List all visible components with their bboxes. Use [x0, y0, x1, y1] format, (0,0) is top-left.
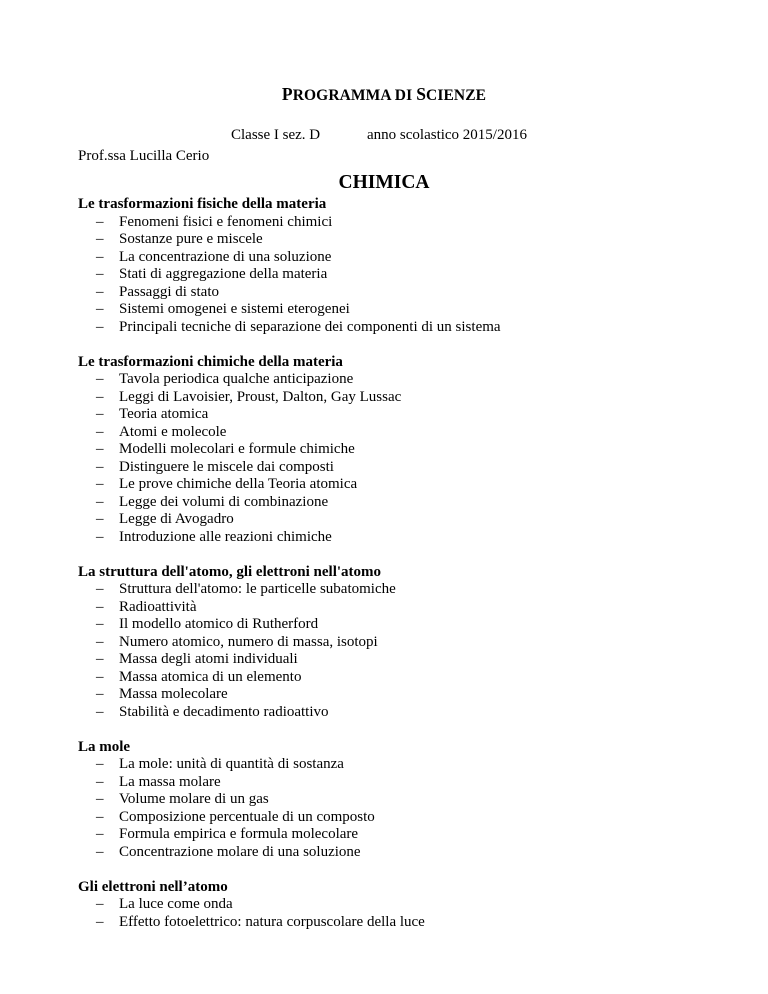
- list-item: [78, 774, 728, 792]
- dash-bullet: –: [96, 371, 104, 387]
- dash-bullet: –: [96, 913, 104, 930]
- section-title: La mole: [78, 738, 131, 755]
- list-item: [78, 826, 728, 844]
- list-item-text: Le prove chimiche della Teoria atomica: [119, 476, 358, 492]
- list-item: [78, 231, 728, 249]
- dash-bullet: –: [96, 703, 104, 720]
- list-item-text: Stati di aggregazione della materia: [119, 266, 328, 282]
- list-item-text: Fenomeni fisici e fenomeni chimici: [119, 213, 333, 230]
- dash-bullet: –: [96, 651, 104, 667]
- list-item: [78, 406, 728, 424]
- list-item-text: Massa molecolare: [119, 686, 228, 702]
- dash-bullet: –: [96, 528, 104, 545]
- section-title: Le trasformazioni fisiche della materia: [78, 196, 327, 212]
- dash-bullet: –: [96, 616, 104, 632]
- list-item-text: La mole: unità di quantità di sostanza: [119, 756, 344, 772]
- title-part-rogramma: ROGRAMMA DI: [292, 87, 417, 104]
- dash-bullet: –: [96, 441, 104, 457]
- dash-bullet: –: [96, 248, 104, 265]
- section-title: Gli elettroni nell’atomo: [78, 878, 228, 895]
- list-item: [78, 441, 728, 459]
- dash-bullet: –: [96, 773, 104, 790]
- list-item-text: Radioattività: [119, 598, 197, 615]
- teacher-name: Prof.ssa Lucilla Cerio: [78, 148, 210, 164]
- document-title: [0, 84, 768, 105]
- list-item: [78, 651, 728, 669]
- list-item: [78, 301, 728, 319]
- list-item-text: Teoria atomica: [119, 406, 209, 422]
- list-item-text: Massa degli atomi individuali: [119, 651, 298, 667]
- dash-bullet: –: [96, 808, 104, 825]
- list-item-text: Introduzione alle reazioni chimiche: [119, 528, 332, 545]
- list-item: [78, 476, 728, 494]
- dash-bullet: –: [96, 231, 104, 247]
- dash-bullet: –: [96, 581, 104, 597]
- dash-bullet: –: [96, 598, 104, 615]
- dash-bullet: –: [96, 266, 104, 282]
- list-item: [78, 319, 728, 337]
- dash-bullet: –: [96, 423, 104, 440]
- list-item: [78, 494, 728, 512]
- list-item-text: Passaggi di stato: [119, 283, 219, 300]
- topic-list: [78, 581, 728, 721]
- list-item: [78, 844, 728, 862]
- list-item: [78, 581, 728, 599]
- dash-bullet: –: [96, 511, 104, 527]
- dash-bullet: –: [96, 406, 104, 422]
- list-item: [78, 284, 728, 302]
- list-item-text: La luce come onda: [119, 896, 233, 912]
- dash-bullet: –: [96, 283, 104, 300]
- list-item: [78, 756, 728, 774]
- dash-bullet: –: [96, 791, 104, 807]
- list-item-text: Legge dei volumi di combinazione: [119, 493, 329, 510]
- syllabus-section: [78, 354, 728, 547]
- list-item: [78, 371, 728, 389]
- list-item-text: Formula empirica e formula molecolare: [119, 826, 359, 842]
- list-item-text: La concentrazione di una soluzione: [119, 248, 332, 265]
- list-item-text: Sostanze pure e miscele: [119, 231, 263, 247]
- list-item: [78, 704, 728, 722]
- syllabus-content: [78, 196, 728, 949]
- list-item-text: Composizione percentuale di un composto: [119, 808, 375, 825]
- list-item: [78, 389, 728, 407]
- list-item: [78, 634, 728, 652]
- dash-bullet: –: [96, 318, 104, 335]
- list-item: [78, 599, 728, 617]
- topic-list: [78, 214, 728, 337]
- dash-bullet: –: [96, 301, 104, 317]
- dash-bullet: –: [96, 896, 104, 912]
- dash-bullet: –: [96, 476, 104, 492]
- dash-bullet: –: [96, 213, 104, 230]
- syllabus-section: [78, 564, 728, 722]
- list-item-text: Principali tecniche di separazione dei componenti di un sistema: [119, 318, 501, 335]
- dash-bullet: –: [96, 686, 104, 702]
- list-item: [78, 896, 728, 914]
- syllabus-section: [78, 739, 728, 862]
- class-label: Classe I sez. D: [231, 127, 321, 143]
- dash-bullet: –: [96, 843, 104, 860]
- topic-list: [78, 371, 728, 546]
- school-year-label: anno scolastico 2015/2016: [367, 127, 527, 143]
- topic-list: [78, 756, 728, 861]
- list-item-text: Massa atomica di un elemento: [119, 668, 302, 685]
- dash-bullet: –: [96, 756, 104, 772]
- list-item-text: Numero atomico, numero di massa, isotopi: [119, 633, 378, 650]
- topic-list: [78, 896, 728, 931]
- list-item-text: La massa molare: [119, 773, 221, 790]
- list-item-text: Concentrazione molare di una soluzione: [119, 843, 361, 860]
- list-item: [78, 424, 728, 442]
- list-item-text: Struttura dell'atomo: le particelle subatomiche: [119, 581, 396, 597]
- list-item-text: Stabilità e decadimento radioattivo: [119, 703, 329, 720]
- section-title: Le trasformazioni chimiche della materia: [78, 353, 343, 370]
- list-item: [78, 266, 728, 284]
- list-item-text: Effetto fotoelettrico: natura corpuscolare della luce: [119, 913, 425, 930]
- list-item: [78, 791, 728, 809]
- list-item-text: Legge di Avogadro: [119, 511, 234, 527]
- dash-bullet: –: [96, 826, 104, 842]
- syllabus-section: [78, 196, 728, 336]
- list-item: [78, 809, 728, 827]
- list-item: [78, 686, 728, 704]
- list-item: [78, 249, 728, 267]
- list-item-text: Volume molare di un gas: [119, 791, 269, 807]
- list-item: [78, 914, 728, 932]
- list-item: [78, 529, 728, 547]
- list-item: [78, 511, 728, 529]
- title-initial-s: S: [416, 84, 427, 104]
- list-item-text: Leggi di Lavoisier, Proust, Dalton, Gay Lussac: [119, 388, 402, 405]
- section-title: La struttura dell'atomo, gli elettroni nell'atomo: [78, 563, 382, 580]
- list-item-text: Il modello atomico di Rutherford: [119, 616, 319, 632]
- dash-bullet: –: [96, 388, 104, 405]
- dash-bullet: –: [96, 458, 104, 475]
- list-item-text: Sistemi omogenei e sistemi eterogenei: [119, 301, 350, 317]
- syllabus-section: [78, 879, 728, 932]
- list-item: [78, 669, 728, 687]
- list-item-text: Tavola periodica qualche anticipazione: [119, 371, 354, 387]
- dash-bullet: –: [96, 633, 104, 650]
- list-item-text: Modelli molecolari e formule chimiche: [119, 441, 355, 457]
- list-item: [78, 616, 728, 634]
- subject-heading: CHIMICA: [338, 172, 430, 193]
- dash-bullet: –: [96, 668, 104, 685]
- list-item-text: Distinguere le miscele dai composti: [119, 458, 334, 475]
- list-item: [78, 214, 728, 232]
- list-item: [78, 459, 728, 477]
- dash-bullet: –: [96, 493, 104, 510]
- list-item-text: Atomi e molecole: [119, 423, 227, 440]
- title-initial-p: P: [281, 84, 293, 104]
- title-part-cienze: CIENZE: [426, 87, 487, 104]
